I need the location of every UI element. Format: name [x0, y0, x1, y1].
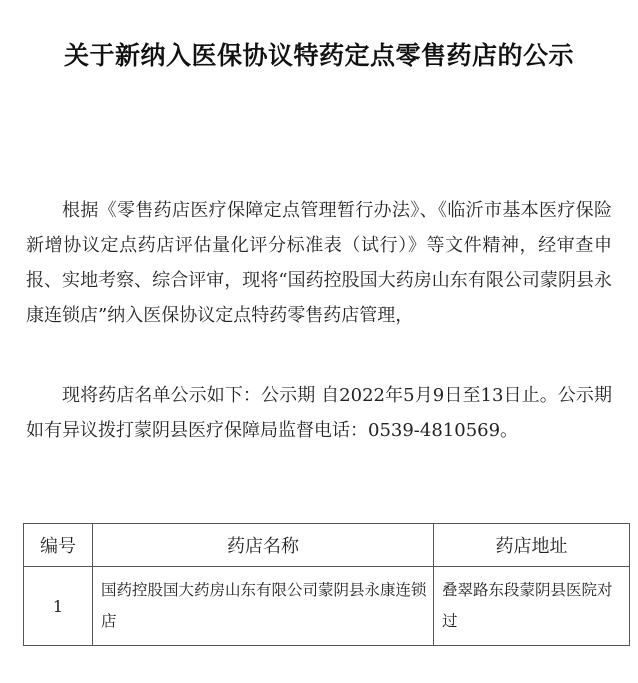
row-pharmacy-address: 叠翠路东段蒙阴县医院对过: [434, 567, 630, 646]
row-number: 1: [24, 567, 93, 646]
header-number: 编号: [24, 524, 93, 567]
announcement-paragraph-1: 根据《零售药店医疗保障定点管理暂行办法》、《临沂市基本医疗保险新增协议定点药店评估量化评分标准表（试行）》等文件精神，经审查申报、实地考察、综合评审，现将“国药控股国大药房山东有限公司蒙阴县永康连锁店”纳入医保协议定点特药零售药店管理，: [26, 200, 612, 326]
header-pharmacy-name: 药店名称: [93, 524, 434, 567]
table-header-row: [24, 524, 630, 567]
pharmacy-table: [23, 523, 630, 646]
header-pharmacy-address: 药店地址: [434, 524, 630, 567]
announcement-paragraph-2: 现将药店名单公示如下：公示期 自2022年5月9日至13日止。公示期如有异议拨打蒙阴县医疗保障局监督电话：0539-4810569。: [26, 385, 612, 441]
row-pharmacy-name: 国药控股国大药房山东有限公司蒙阴县永康连锁店: [93, 567, 434, 646]
page-title: 关于新纳入医保协议特药定点零售药店的公示: [63, 41, 574, 70]
table-row: [24, 567, 630, 646]
